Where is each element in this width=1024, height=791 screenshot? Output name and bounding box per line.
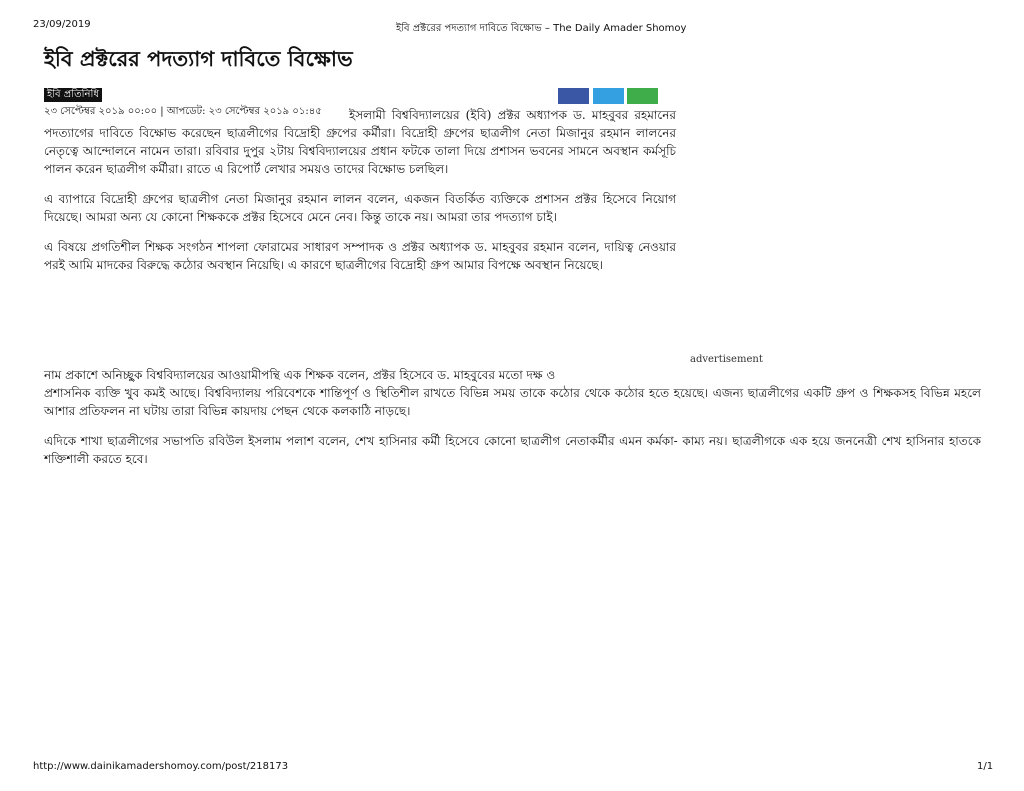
print-footer-page-number: 1/1 bbox=[977, 761, 994, 772]
article-meta: ২৩ সেপ্টেম্বর ২০১৯ ০০:০০ | আপডেট: ২৩ সেপ্টেম্বর ২০১৯ ০১:৪৫ bbox=[44, 106, 322, 117]
print-header-title: ইবি প্রক্টরের পদত্যাগ দাবিতে বিক্ষোভ – The Daily Amader Shomoy bbox=[396, 23, 687, 34]
byline-badge[interactable]: ইবি প্রতিনিধি bbox=[44, 88, 102, 102]
share-whatsapp-button[interactable] bbox=[627, 88, 658, 104]
print-footer-url[interactable]: http://www.dainikamadershomoy.com/post/218173 bbox=[33, 761, 289, 772]
article-headline: ইবি প্রক্টরের পদত্যাগ দাবিতে বিক্ষোভ bbox=[44, 46, 353, 71]
article-paragraph: এদিকে শাখা ছাত্রলীগের সভাপতি রবিউল ইসলাম পলাশ বলেন, শেখ হাসিনার কর্মী হিসেবে কোনো ছাত্রলীগ নেতাকর্মীর এমন কর্মকা- কাম্য নয়। ছাত্রলীগকে এক হয়ে জননেত্রী শেখ হাসিনার হাতকে শক্তিশালী করতে হবে। bbox=[44, 434, 981, 466]
print-header-date: 23/09/2019 bbox=[33, 19, 91, 30]
article-paragraph: ইসলামী বিশ্ববিদ্যালয়ের (ইবি) প্রক্টর অধ্যাপক ড. মাহবুবর রহমানের পদত্যাগের দাবিতে বিক্ষোভ করেছেন ছাত্রলীগের বিদ্রোহী গ্রুপের কর্মীরা। বিদ্রোহী গ্রুপের ছাত্রলীগ নেতা মিজানুর রহমান লালনের নেতৃত্বে আন্দোলনে নামেন তারা। রবিবার দুপুর ২টায় বিশ্ববিদ্যালয়ের প্রধান ফটকে তালা দিয়ে প্রশাসন ভবনের সামনে অবস্থান কর্মসূচি পালন করেন ছাত্রলীগ কর্মীরা। রাতে এ রিপোর্ট লেখার সময়ও তাদের বিক্ষোভ চলছিল। bbox=[44, 108, 676, 176]
advertisement-label: advertisement bbox=[690, 354, 763, 365]
article-paragraph: নাম প্রকাশে অনিচ্ছুক বিশ্ববিদ্যালয়ের আওয়ামীপন্থি এক শিক্ষক বলেন, প্রক্টর হিসেবে ড. মাহবুবের মতো দক্ষ ও bbox=[44, 368, 556, 382]
share-facebook-button[interactable] bbox=[558, 88, 589, 104]
article-body bbox=[44, 106, 676, 286]
article-paragraph: প্রশাসনিক ব্যক্তি খুব কমই আছে। বিশ্ববিদ্যালয় পরিবেশকে শান্তিপূর্ণ ও স্থিতিশীল রাখতে বিভিন্ন সময় তাকে কঠোর থেকে কঠোর হতে হয়েছে। এজন্য ছাত্রলীগের একটি গ্রুপ ও শিক্ষকসহ বিভিন্ন মহলে আশার প্রতিফলন না ঘটায় তারা বিভিন্ন কায়দায় পেছন থেকে কলকাঠি নাড়ছে। bbox=[44, 386, 981, 418]
article-paragraph: এ ব্যাপারে বিদ্রোহী গ্রুপের ছাত্রলীগ নেতা মিজানুর রহমান লালন বলেন, একজন বিতর্কিত ব্যক্তিকে প্রশাসন প্রক্টর হিসেবে নিয়োগ দিয়েছে। আমরা অন্য যে কোনো শিক্ষককে প্রক্টর হিসেবে মেনে নেব। কিন্তু তাকে নয়। আমরা তার পদত্যাগ চাই। bbox=[44, 192, 676, 224]
article-body-wide bbox=[44, 366, 981, 480]
article-paragraph: এ বিষয়ে প্রগতিশীল শিক্ষক সংগঠন শাপলা ফোরামের সাধারণ সম্পাদক ও প্রক্টর অধ্যাপক ড. মাহবুবর রহমান বলেন, দায়িত্ব নেওয়ার পরই আমি মাদকের বিরুদ্ধে কঠোর অবস্থান নিয়েছি। এ কারণে ছাত্রলীগের বিদ্রোহী গ্রুপ আমার বিপক্ষে অবস্থান নিয়েছে। bbox=[44, 240, 676, 272]
share-twitter-button[interactable] bbox=[593, 88, 624, 104]
